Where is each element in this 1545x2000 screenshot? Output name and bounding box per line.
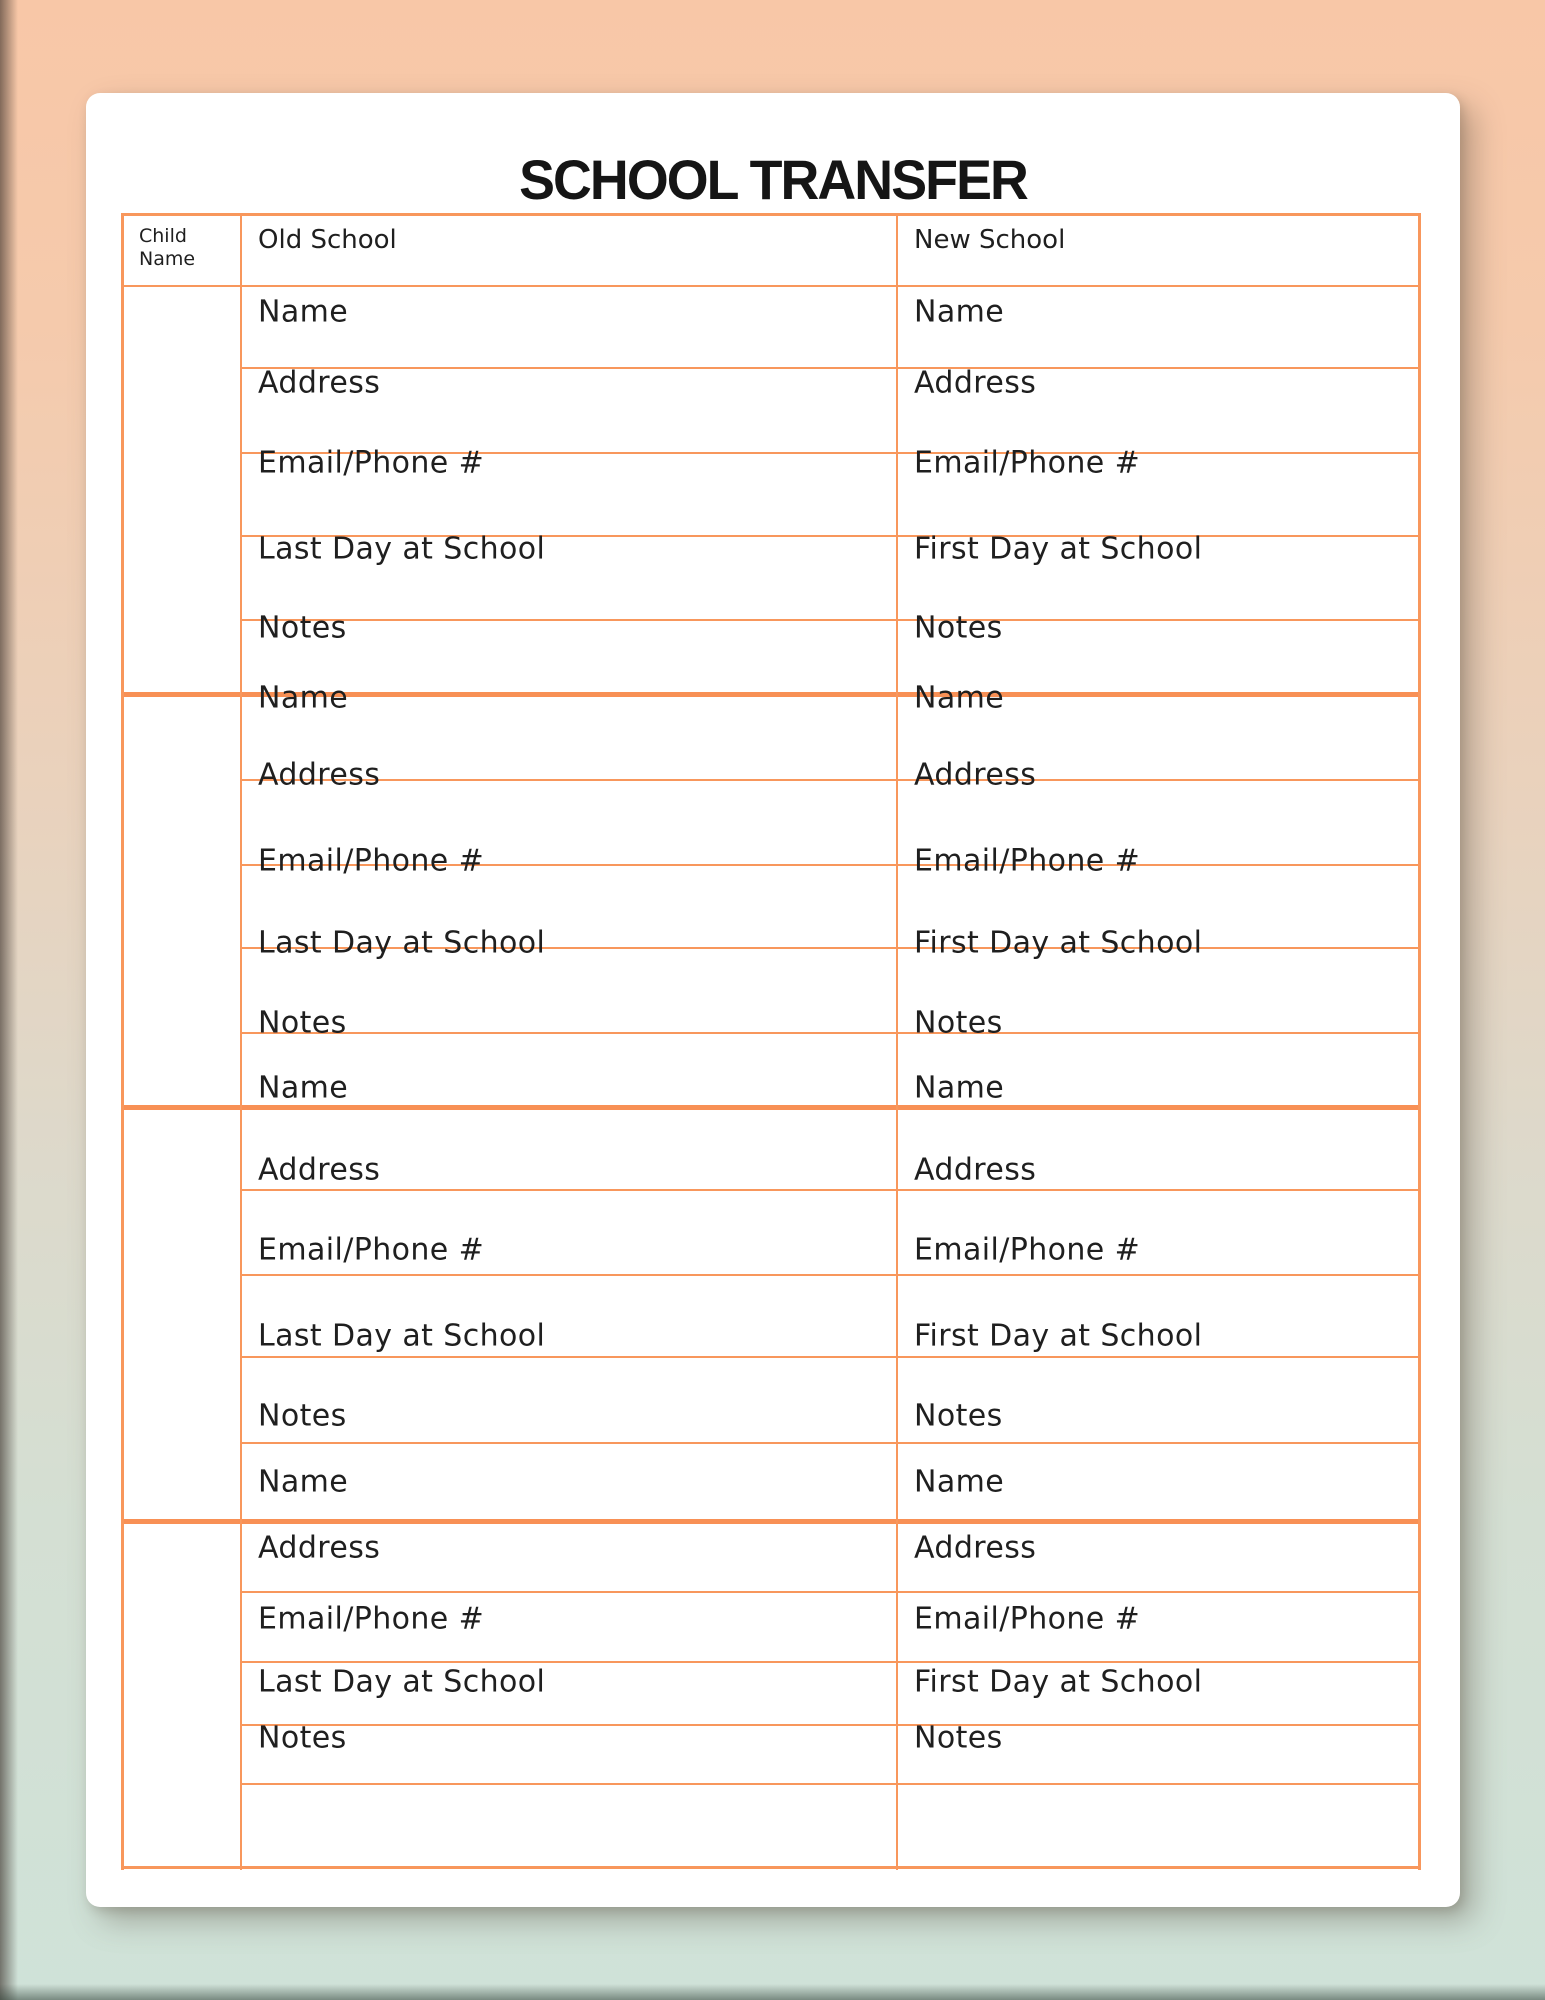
- table-border-line: [240, 214, 242, 1870]
- old-school-field-label: Email/Phone #: [258, 843, 485, 879]
- new-school-field-label: Address: [914, 757, 1037, 793]
- old-school-field-label: Email/Phone #: [258, 445, 485, 481]
- old-school-field-label: Name: [258, 1070, 349, 1106]
- table-border-line: [240, 1591, 1421, 1593]
- header-old-school: Old School: [258, 225, 397, 255]
- table-border-line: [240, 1442, 1421, 1444]
- table-border-line: [121, 214, 124, 1870]
- old-school-field-label: Last Day at School: [258, 1664, 546, 1700]
- new-school-field-label: First Day at School: [914, 925, 1203, 961]
- new-school-field-label: Notes: [914, 1720, 1003, 1756]
- table-border-line: [1418, 214, 1421, 1870]
- left-edge-vignette: [0, 0, 18, 2000]
- table-border-line: [240, 367, 1421, 369]
- new-school-field-label: First Day at School: [914, 1318, 1203, 1354]
- table-border-line: [240, 1032, 1421, 1034]
- table-border-line: [240, 619, 1421, 621]
- table-border-line: [240, 1724, 1421, 1726]
- old-school-field-label: Email/Phone #: [258, 1601, 485, 1637]
- table-border-line: [121, 285, 1421, 287]
- old-school-field-label: Notes: [258, 1720, 347, 1756]
- old-school-field-label: Address: [258, 757, 381, 793]
- new-school-field-label: Address: [914, 365, 1037, 401]
- new-school-field-label: Notes: [914, 1005, 1003, 1041]
- table-border-line: [240, 1783, 1421, 1785]
- old-school-field-label: Notes: [258, 610, 347, 646]
- new-school-field-label: Notes: [914, 1398, 1003, 1434]
- table-border-line: [240, 1274, 1421, 1276]
- new-school-field-label: Name: [914, 1464, 1005, 1500]
- bottom-edge-vignette: [0, 1984, 1545, 2000]
- new-school-field-label: Name: [914, 680, 1005, 716]
- new-school-field-label: First Day at School: [914, 1664, 1203, 1700]
- header-child-name: Child Name: [139, 225, 196, 270]
- new-school-field-label: Email/Phone #: [914, 1232, 1141, 1268]
- new-school-field-label: Email/Phone #: [914, 1601, 1141, 1637]
- new-school-field-label: Email/Phone #: [914, 843, 1141, 879]
- old-school-field-label: Last Day at School: [258, 531, 546, 567]
- old-school-field-label: Last Day at School: [258, 925, 546, 961]
- old-school-field-label: Name: [258, 294, 349, 330]
- new-school-field-label: Address: [914, 1152, 1037, 1188]
- old-school-field-label: Address: [258, 1530, 381, 1566]
- table-border-line: [240, 1356, 1421, 1358]
- new-school-field-label: First Day at School: [914, 531, 1203, 567]
- old-school-field-label: Address: [258, 365, 381, 401]
- old-school-field-label: Name: [258, 1464, 349, 1500]
- header-new-school: New School: [914, 225, 1066, 255]
- new-school-field-label: Name: [914, 294, 1005, 330]
- table-border-line: [121, 213, 1421, 216]
- table-border-line: [240, 779, 1421, 781]
- table-border-line: [240, 1189, 1421, 1191]
- new-school-field-label: Name: [914, 1070, 1005, 1106]
- table-border-line: [896, 214, 898, 1870]
- new-school-field-label: Email/Phone #: [914, 445, 1141, 481]
- old-school-field-label: Name: [258, 680, 349, 716]
- old-school-field-label: Address: [258, 1152, 381, 1188]
- table-border-line: [240, 1661, 1421, 1663]
- page-title: SCHOOL TRANSFER: [519, 148, 1027, 211]
- old-school-field-label: Email/Phone #: [258, 1232, 485, 1268]
- old-school-field-label: Notes: [258, 1398, 347, 1434]
- new-school-field-label: Notes: [914, 610, 1003, 646]
- old-school-field-label: Last Day at School: [258, 1318, 546, 1354]
- new-school-field-label: Address: [914, 1530, 1037, 1566]
- old-school-field-label: Notes: [258, 1005, 347, 1041]
- table-border-line: [121, 1519, 1421, 1524]
- table-border-line: [121, 1866, 1421, 1869]
